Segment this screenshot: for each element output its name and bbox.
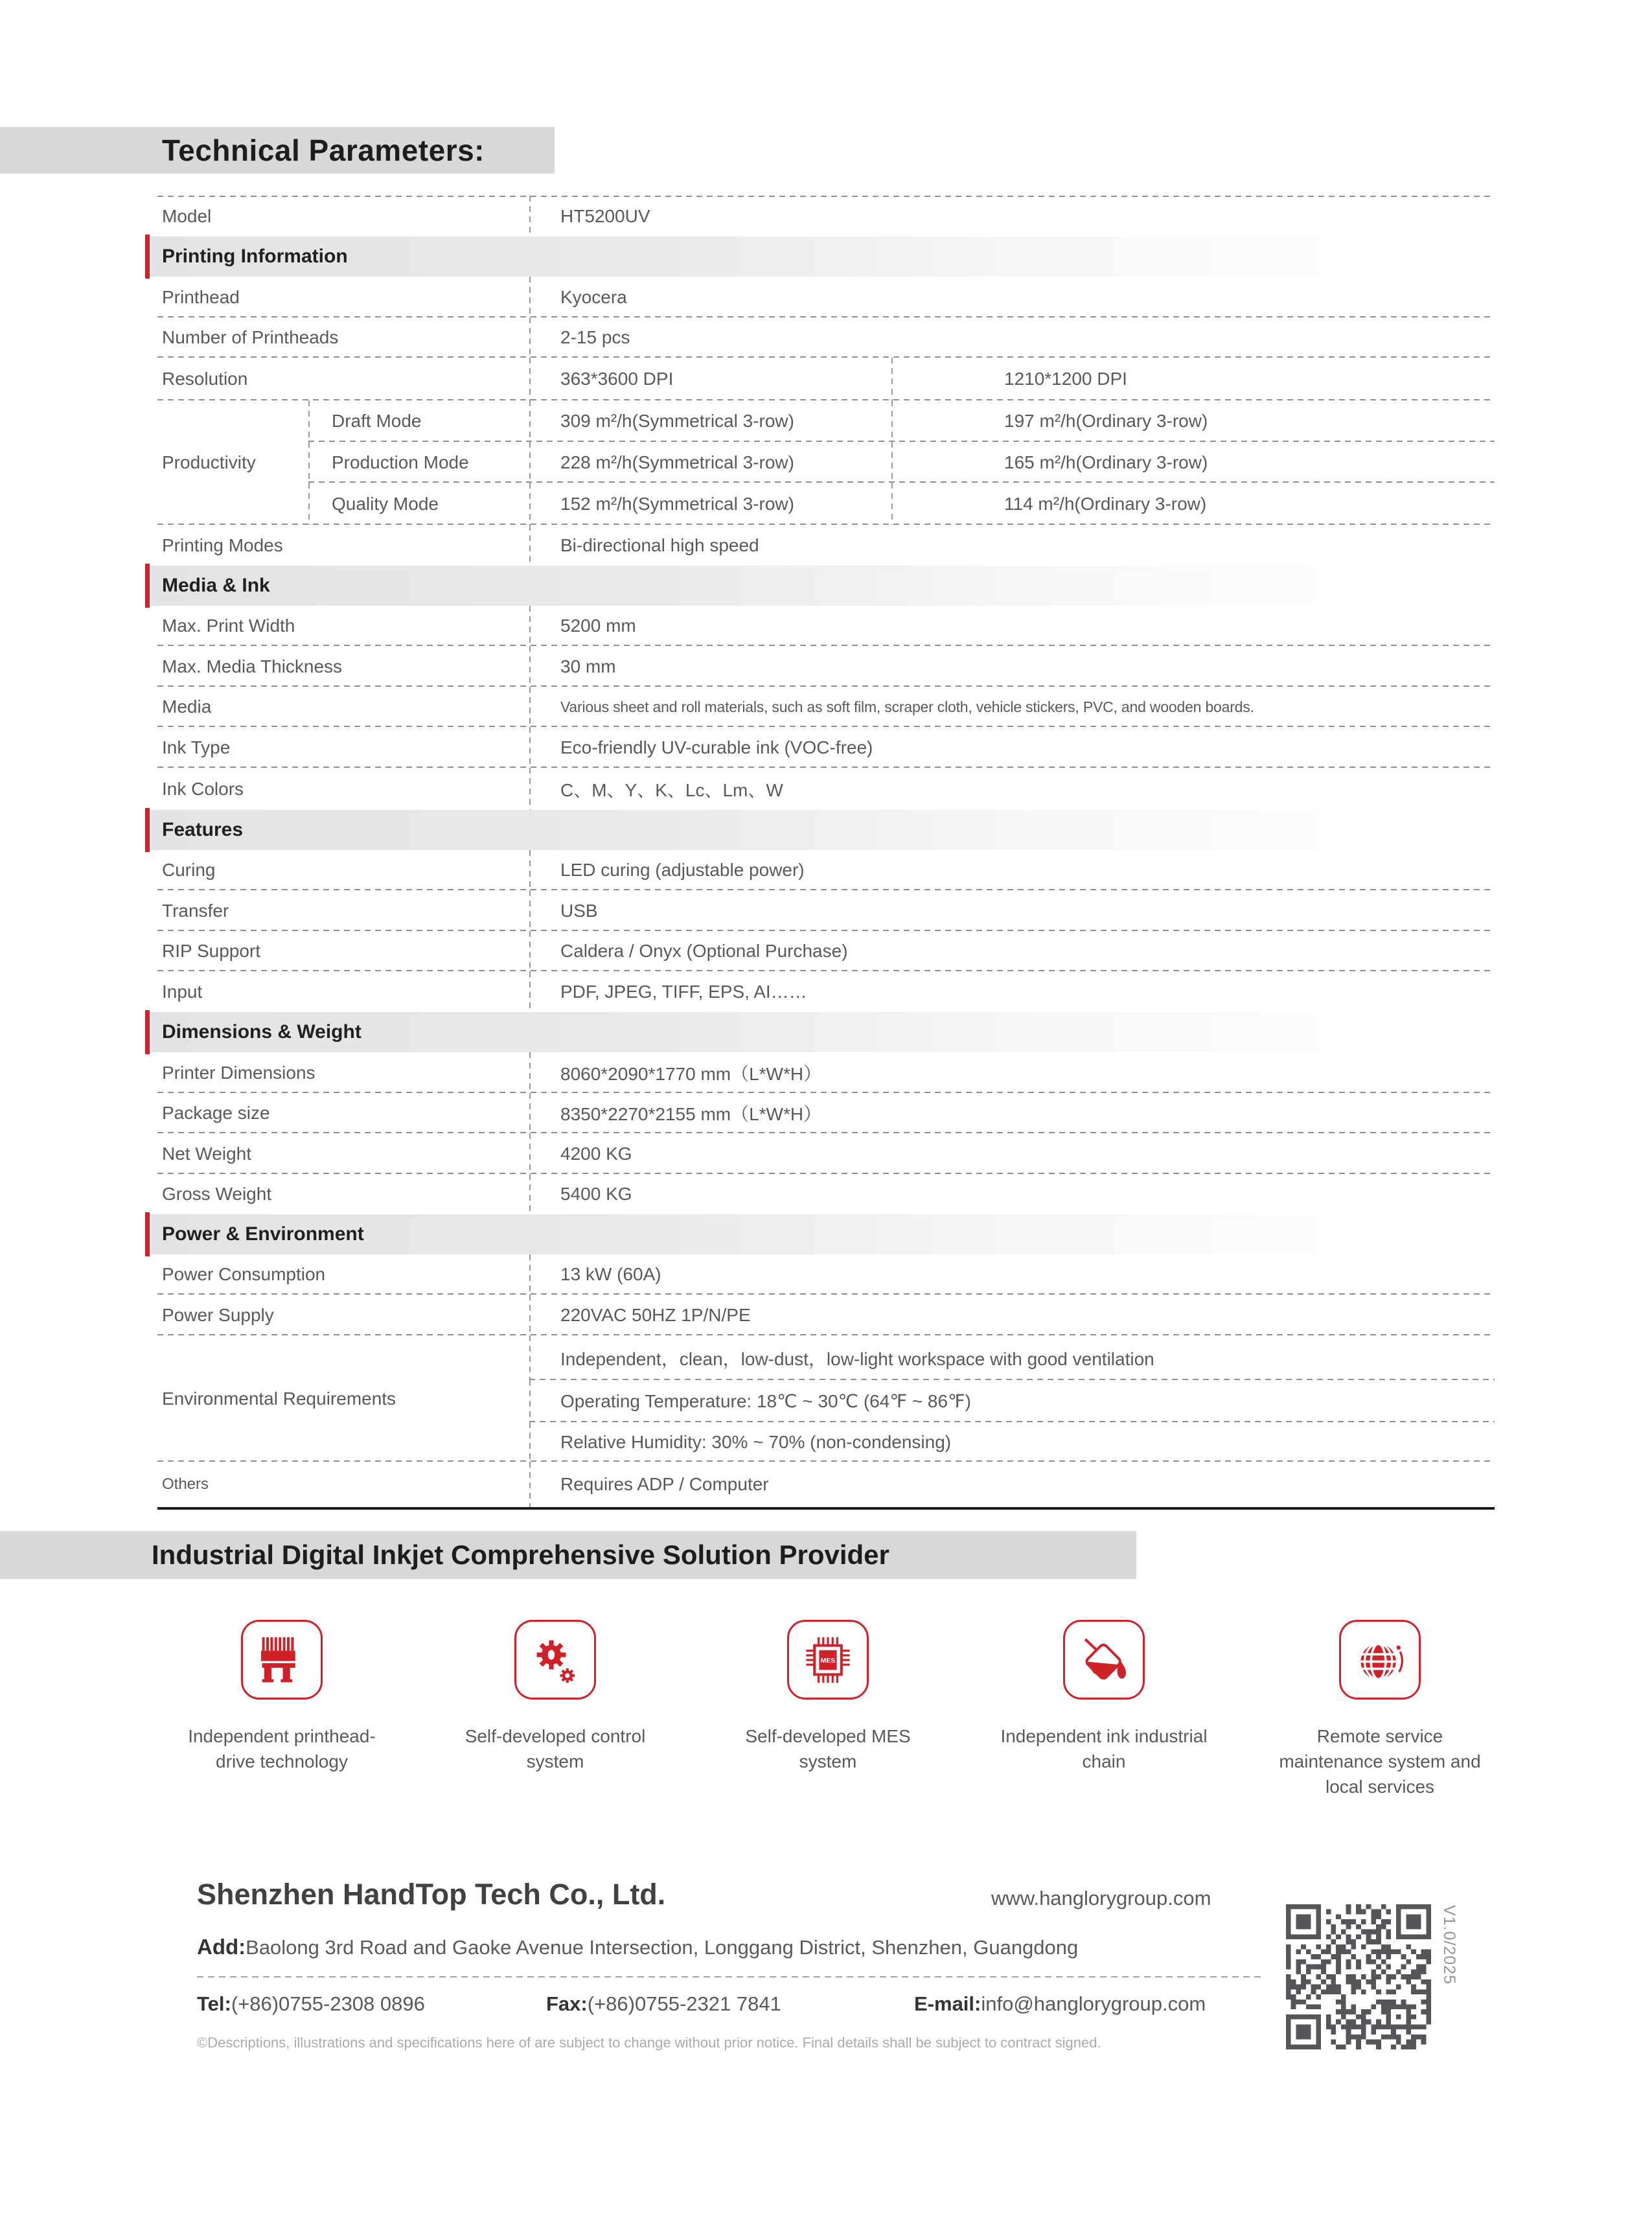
row-value: Independent，clean，low-dust，low-light workspace with good ventilation <box>560 1348 1154 1369</box>
column-divider <box>529 1052 531 1093</box>
section-header-printing-information <box>151 236 1495 277</box>
solution-caption: Remote service maintenance system and local services <box>1279 1726 1481 1797</box>
disclaimer-text: ©Descriptions, illustrations and specifications here of are subject to change without prior notice. Final details shall be subject to contract signed. <box>197 2035 1101 2051</box>
sub-column-divider <box>308 442 310 483</box>
row-value: 5200 mm <box>560 616 636 636</box>
row-label: Max. Media Thickness <box>162 656 343 676</box>
email-label: E-mail: <box>914 1992 981 2015</box>
section-title: Media & Ink <box>162 575 270 596</box>
row-label: Max. Print Width <box>162 616 295 636</box>
table-row-others <box>157 1462 1495 1507</box>
column-divider <box>891 358 893 400</box>
row-value: 4200 KG <box>560 1143 632 1164</box>
column-divider <box>529 400 531 442</box>
page-title: Technical Parameters: <box>162 133 485 167</box>
row-label: Gross Weight <box>162 1184 272 1204</box>
table-row-net-weight <box>157 1133 1495 1174</box>
email-line <box>914 1992 1206 2016</box>
title-band <box>0 127 555 174</box>
column-divider <box>529 1462 531 1507</box>
version-label: V1.0/2025 <box>1440 1905 1458 1985</box>
table-row-production-mode <box>157 442 1495 483</box>
row-label: Curing <box>162 860 216 880</box>
solution-card <box>1063 1620 1145 1700</box>
table-row-printer-dimensions <box>157 1052 1495 1093</box>
mode-label: Draft Mode <box>332 411 422 431</box>
row-value: 220VAC 50HZ 1P/N/PE <box>560 1304 751 1325</box>
row-value: 8060*2090*1770 mm（L*W*H） <box>560 1063 822 1084</box>
column-divider <box>529 358 531 400</box>
table-row-printhead <box>157 277 1495 317</box>
table-row-max-print-width <box>157 606 1495 646</box>
solution-caption: Self-developed control system <box>465 1726 646 1771</box>
section-header-power-environment <box>151 1214 1495 1254</box>
ink-pour-icon <box>1078 1631 1130 1689</box>
row-value-symmetrical: 309 m²/h(Symmetrical 3-row) <box>560 411 794 431</box>
row-value-ordinary: 165 m²/h(Ordinary 3-row) <box>1004 452 1208 472</box>
column-divider <box>529 687 531 727</box>
row-label: Power Supply <box>162 1304 274 1325</box>
section-header-features <box>151 810 1495 850</box>
table-row-number-of-printheads <box>157 317 1495 358</box>
row-value: USB <box>560 900 598 921</box>
company-name: Shenzhen HandTop Tech Co., Ltd. <box>197 1878 666 1911</box>
address-line <box>197 1935 1078 1959</box>
table-row-resolution <box>157 358 1495 400</box>
section-title: Power & Environment <box>162 1223 364 1245</box>
table-row-input <box>157 971 1495 1012</box>
tel-label: Tel: <box>197 1992 231 2015</box>
column-divider <box>529 1093 531 1133</box>
row-value: Caldera / Onyx (Optional Purchase) <box>560 941 848 961</box>
row-label: Package size <box>162 1103 270 1123</box>
row-label: RIP Support <box>162 941 261 961</box>
column-divider <box>891 400 893 442</box>
column-divider <box>529 317 531 358</box>
fax-line <box>546 1992 781 2016</box>
spec-table <box>157 196 1495 1510</box>
solution-card <box>514 1620 596 1700</box>
table-row-gross-weight <box>157 1174 1495 1214</box>
table-row-printing-modes <box>157 525 1495 566</box>
row-label: Printhead <box>162 286 240 307</box>
table-row-ink-colors <box>157 768 1495 810</box>
table-row-curing <box>157 850 1495 890</box>
row-label: Printing Modes <box>162 535 283 555</box>
row-value: Various sheet and roll materials, such as soft film, scraper cloth, vehicle stickers, PVC, and wooden boards. <box>560 698 1254 715</box>
website-url: www.hanglorygroup.com <box>991 1887 1211 1909</box>
column-divider <box>529 890 531 931</box>
row-label: Number of Printheads <box>162 327 339 347</box>
tel-value: (+86)0755-2308 0896 <box>231 1992 425 2015</box>
gears-icon <box>529 1631 581 1689</box>
mes-chip-icon <box>802 1631 854 1689</box>
column-divider <box>529 1174 531 1214</box>
mode-label: Production Mode <box>332 452 469 472</box>
column-divider <box>529 1422 531 1462</box>
table-row-rip-support <box>157 931 1495 971</box>
table-row-env-humidity <box>157 1422 1495 1462</box>
column-divider <box>529 768 531 810</box>
column-divider <box>529 727 531 768</box>
table-row-ink-type <box>157 727 1495 768</box>
table-row-media <box>157 687 1495 727</box>
table-bottom-rule <box>157 1507 1495 1510</box>
solution-card <box>241 1620 323 1700</box>
column-divider <box>529 1295 531 1335</box>
table-row-transfer <box>157 890 1495 931</box>
column-divider <box>529 277 531 317</box>
row-label: Environmental Requirements <box>162 1388 396 1409</box>
row-value: 2-15 pcs <box>560 327 630 347</box>
column-divider <box>529 442 531 483</box>
qr-code <box>1286 1903 1431 2051</box>
table-row-env-temperature <box>157 1380 1495 1422</box>
row-value: HT5200UV <box>560 205 650 226</box>
address-label: Add: <box>197 1935 246 1959</box>
fax-value: (+86)0755-2321 7841 <box>587 1992 781 2015</box>
column-divider <box>529 1254 531 1295</box>
table-row-draft-mode <box>157 400 1495 442</box>
row-value: Bi-directional high speed <box>560 535 759 555</box>
column-divider <box>529 646 531 687</box>
section-header-dimensions-weight <box>151 1012 1495 1052</box>
column-divider <box>529 931 531 971</box>
solution-card <box>1339 1620 1421 1700</box>
row-value: Kyocera <box>560 286 627 307</box>
tel-line <box>197 1992 425 2016</box>
row-label: Printer Dimensions <box>162 1062 315 1083</box>
column-divider <box>529 196 531 236</box>
column-divider <box>529 971 531 1012</box>
section-title: Printing Information <box>162 246 348 267</box>
row-label: Input <box>162 981 203 1002</box>
row-value: Relative Humidity: 30% ~ 70% (non-condensing) <box>560 1431 952 1452</box>
qr-code-image <box>1286 1903 1431 2051</box>
column-divider <box>529 850 531 890</box>
row-value: 5400 KG <box>560 1184 632 1204</box>
column-divider <box>529 1380 531 1422</box>
section-title: Dimensions & Weight <box>162 1021 361 1043</box>
row-value-symmetrical: 363*3600 DPI <box>560 369 674 389</box>
row-label: Transfer <box>162 900 229 921</box>
row-value-ordinary: 1210*1200 DPI <box>1004 369 1127 389</box>
svg-text:MES: MES <box>820 1657 836 1665</box>
row-label: Ink Type <box>162 737 231 757</box>
table-row-quality-mode <box>157 483 1495 525</box>
section-title: Features <box>162 819 244 840</box>
row-value-symmetrical: 152 m²/h(Symmetrical 3-row) <box>560 493 794 514</box>
row-value-symmetrical: 228 m²/h(Symmetrical 3-row) <box>560 452 794 472</box>
mode-label: Quality Mode <box>332 493 439 514</box>
row-label: Model <box>162 205 212 226</box>
printhead-icon <box>256 1631 308 1689</box>
sub-column-divider <box>308 483 310 525</box>
table-row-package-size <box>157 1093 1495 1133</box>
column-divider <box>891 442 893 483</box>
sub-column-divider <box>308 400 310 442</box>
table-row-power-consumption <box>157 1254 1495 1295</box>
row-value: Requires ADP / Computer <box>560 1474 769 1494</box>
column-divider <box>529 483 531 525</box>
section-header-media-ink <box>151 566 1495 606</box>
row-value: Operating Temperature: 18℃ ~ 30℃ (64℉ ~ 86℉) <box>560 1391 971 1411</box>
row-value: 13 kW (60A) <box>560 1264 661 1284</box>
solution-caption: Self-developed MES system <box>745 1726 911 1771</box>
row-value-ordinary: 114 m²/h(Ordinary 3-row) <box>1004 493 1207 514</box>
column-divider <box>529 606 531 646</box>
row-label: Ink Colors <box>162 778 244 799</box>
row-label: Resolution <box>162 369 248 389</box>
row-value: C、M、Y、K、Lc、Lm、W <box>560 779 783 800</box>
row-label: Net Weight <box>162 1143 251 1164</box>
table-row-env-workspace <box>157 1335 1495 1380</box>
table-row-model <box>157 196 1495 236</box>
row-value: LED curing (adjustable power) <box>560 860 805 880</box>
table-row-power-supply <box>157 1295 1495 1335</box>
row-value: 8350*2270*2155 mm（L*W*H） <box>560 1104 822 1124</box>
column-divider <box>529 525 531 566</box>
row-value: 30 mm <box>560 656 616 676</box>
solutions-band <box>0 1531 1136 1579</box>
globe-icon <box>1354 1631 1406 1689</box>
productivity-block <box>157 400 1495 525</box>
solution-caption: Independent ink industrial chain <box>1000 1726 1208 1771</box>
row-label: Others <box>162 1475 209 1493</box>
solutions-title: Industrial Digital Inkjet Comprehensive Solution Provider <box>152 1539 889 1570</box>
fax-label: Fax: <box>546 1992 588 2015</box>
row-label: Power Consumption <box>162 1264 326 1284</box>
table-row-max-media-thickness <box>157 646 1495 687</box>
row-value-ordinary: 197 m²/h(Ordinary 3-row) <box>1004 411 1208 431</box>
row-label: Media <box>162 697 212 717</box>
solution-card <box>787 1620 869 1700</box>
footer-divider <box>197 1976 1264 1977</box>
address-value: Baolong 3rd Road and Gaoke Avenue Intersection, Longgang District, Shenzhen, Guangdong <box>246 1936 1079 1959</box>
row-label: Productivity <box>162 452 256 472</box>
email-value: info@hanglorygroup.com <box>981 1992 1206 2015</box>
column-divider <box>529 1335 531 1380</box>
column-divider <box>529 1133 531 1174</box>
column-divider <box>891 483 893 525</box>
environmental-requirements-block <box>157 1335 1495 1462</box>
row-value: Eco-friendly UV-curable ink (VOC-free) <box>560 737 873 757</box>
row-value: PDF, JPEG, TIFF, EPS, AI…… <box>560 981 807 1002</box>
solution-caption: Independent printhead-drive technology <box>188 1726 376 1771</box>
